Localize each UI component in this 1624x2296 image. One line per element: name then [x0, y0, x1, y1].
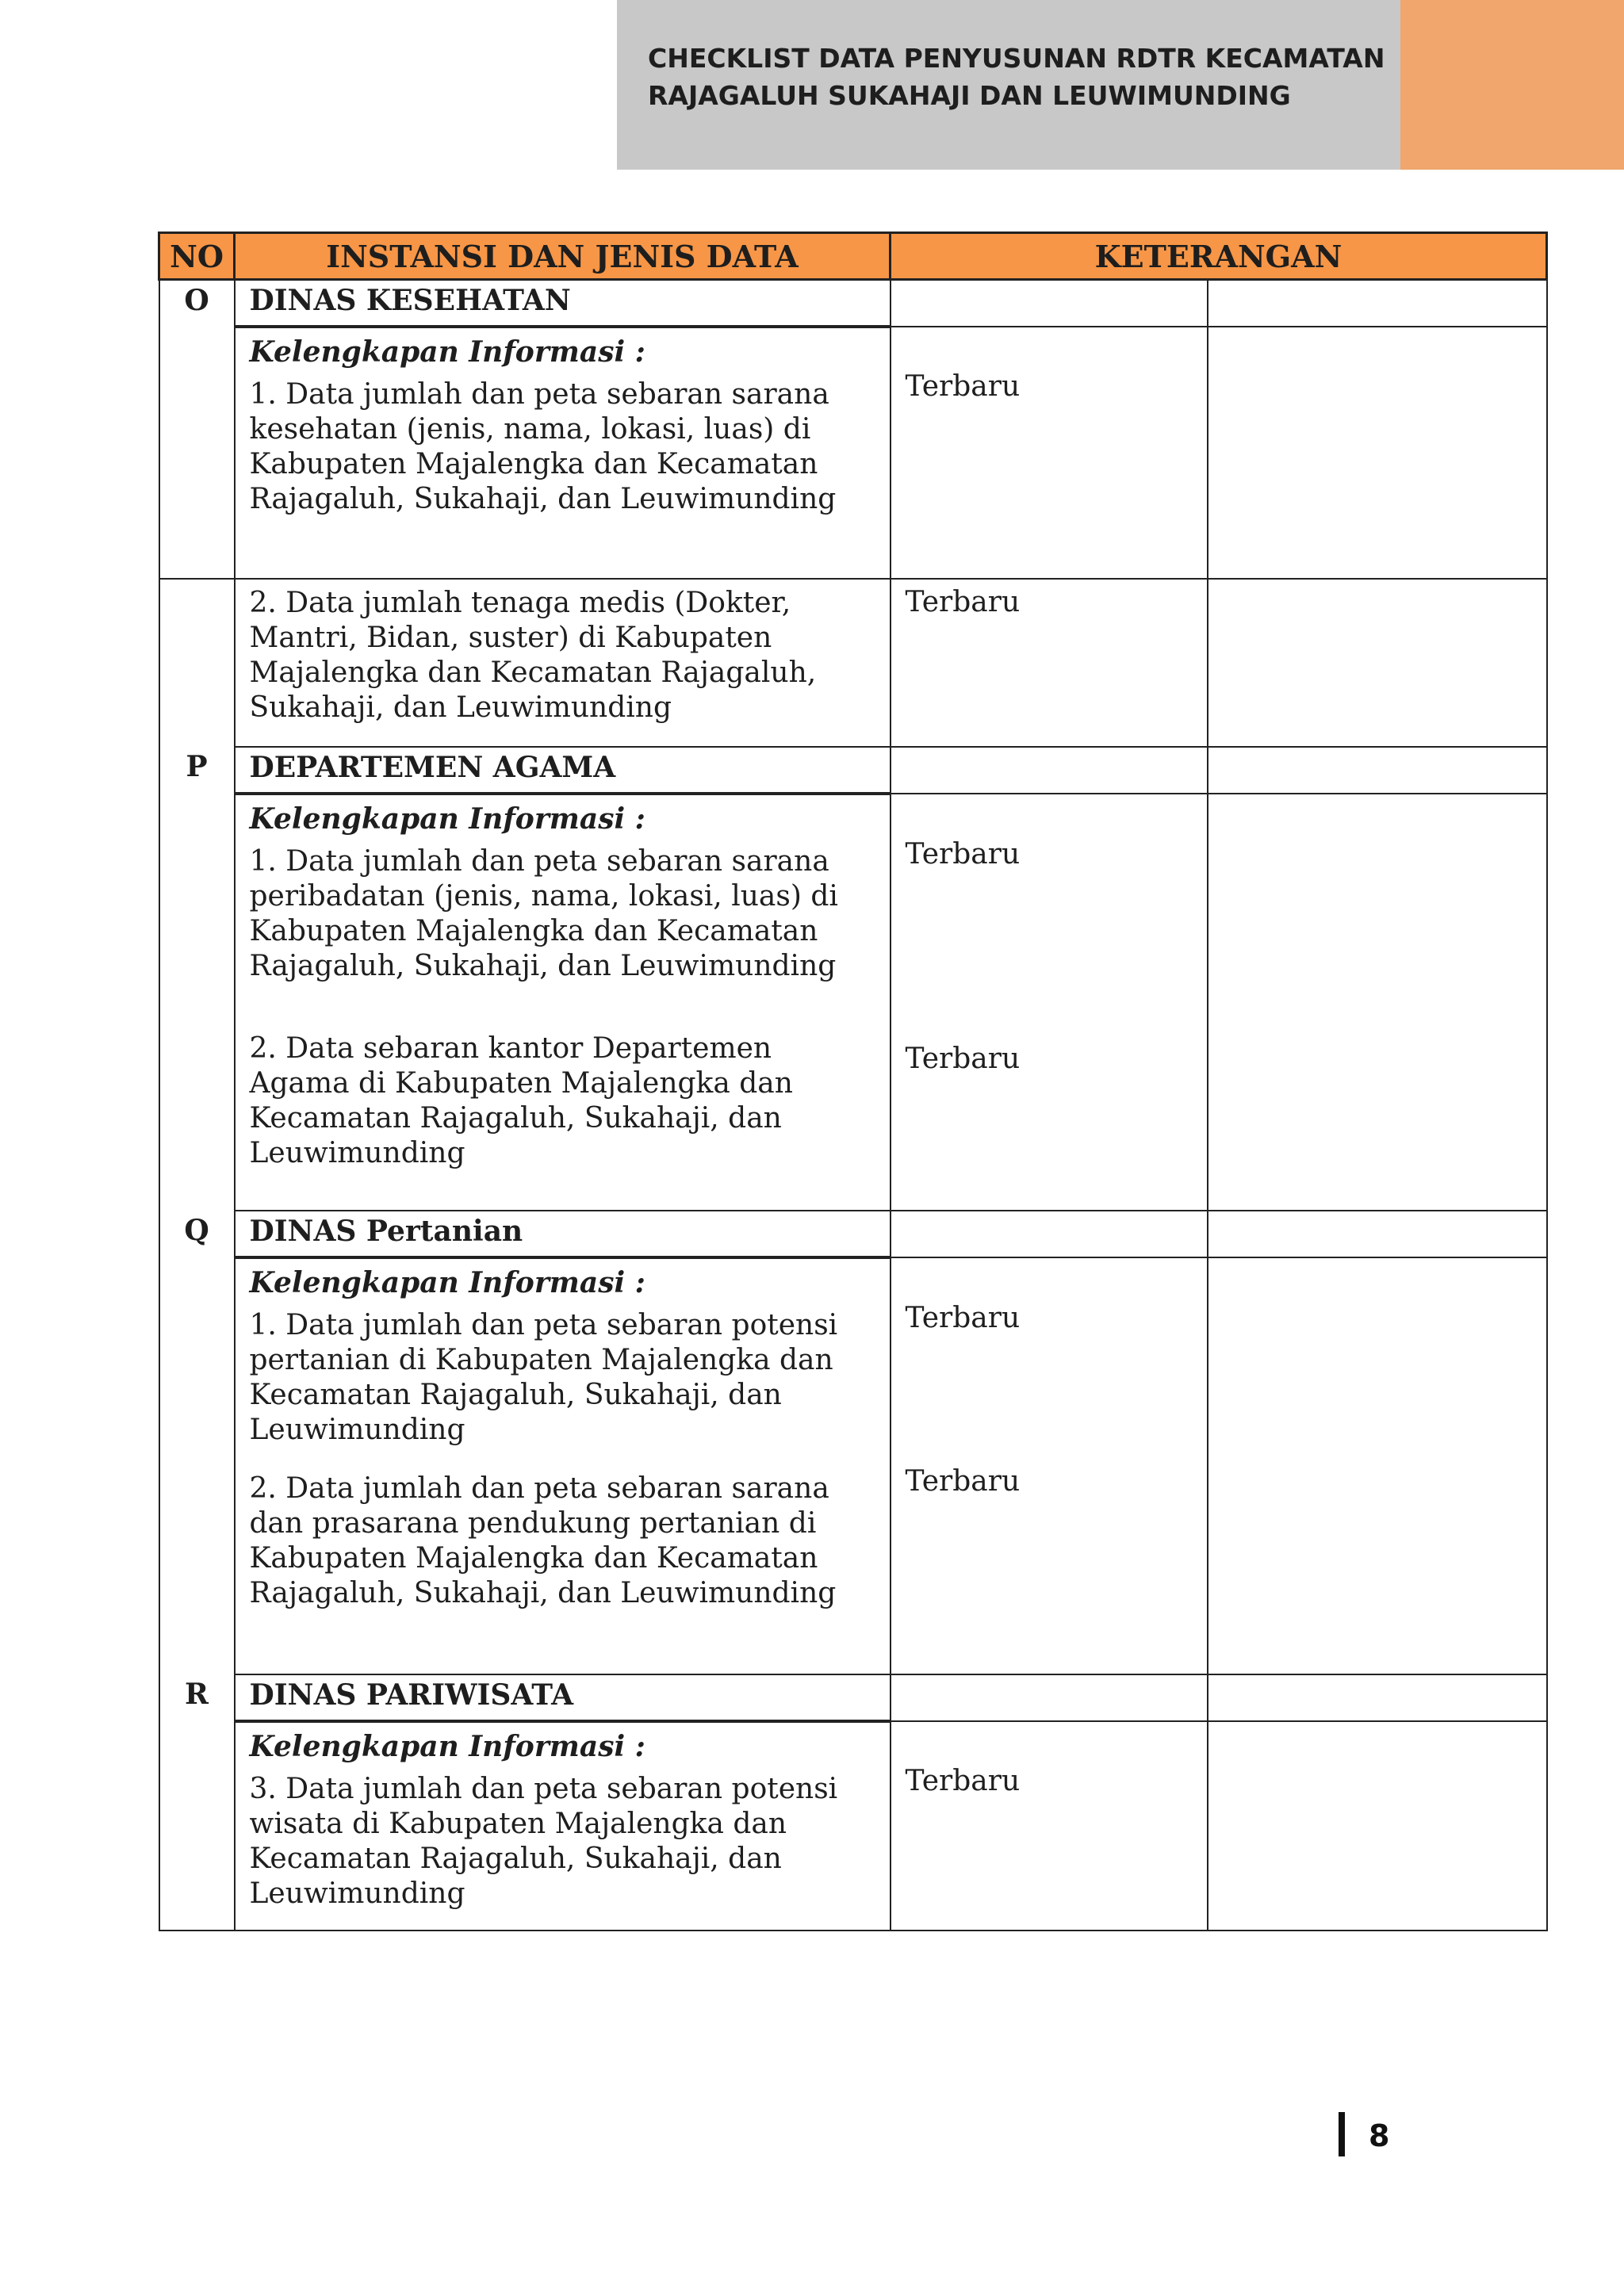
table-row — [159, 579, 1547, 747]
data-item-cell — [235, 327, 891, 579]
document-title — [648, 40, 1393, 114]
section-row — [159, 747, 1547, 794]
section-name: DEPARTEMEN AGAMA — [235, 747, 891, 794]
checklist-table — [158, 232, 1548, 1931]
empty-cell — [891, 1674, 1208, 1721]
section-no: O — [184, 284, 209, 317]
subheader-label: Kelengkapan Informasi : — [249, 1730, 645, 1763]
empty-cell — [1208, 747, 1547, 794]
page-number: 8 — [1369, 2118, 1390, 2153]
table-row — [159, 1721, 1547, 1931]
column-header-keterangan: KETERANGAN — [891, 233, 1547, 280]
empty-cell — [891, 1211, 1208, 1257]
section-no-cell — [159, 280, 235, 327]
data-item-text: 1. Data jumlah dan peta sebaran sarana kesehatan (jenis, nama, lokasi, luas) di Kabupaten Majalengka dan Kecamatan Rajagaluh, Sukahaji, dan Leuwimunding — [249, 378, 837, 515]
section-no-cell — [159, 1211, 235, 1257]
keterangan-cell: Terbaru — [891, 579, 1208, 747]
keterangan-text: Terbaru — [905, 1043, 1021, 1075]
section-no-cell — [159, 1721, 235, 1931]
section-no-cell — [159, 327, 235, 579]
empty-cell — [1208, 1211, 1547, 1257]
data-item-cell — [235, 794, 891, 1211]
data-item-cell — [235, 579, 891, 747]
data-item-cell — [235, 1721, 891, 1931]
section-no-cell — [159, 1257, 235, 1674]
data-item-cell — [235, 1257, 891, 1674]
section-no: Q — [184, 1214, 209, 1247]
table-header-row — [159, 233, 1547, 280]
section-no: P — [186, 750, 208, 783]
empty-cell — [891, 280, 1208, 327]
empty-cell — [1208, 794, 1547, 1211]
section-no-cell — [159, 794, 235, 1211]
keterangan-cell — [891, 794, 1208, 1211]
table-row — [159, 327, 1547, 579]
keterangan-text: Terbaru — [905, 838, 1021, 871]
section-row — [159, 1674, 1547, 1721]
data-item-text: 2. Data jumlah tenaga medis (Dokter, Mantri, Bidan, suster) di Kabupaten Majalengka dan Kecamatan Rajagaluh, Sukahaji, dan Leuwimunding — [249, 587, 817, 724]
empty-cell — [1208, 327, 1547, 579]
section-no-cell — [159, 579, 235, 747]
data-item-text: 1. Data jumlah dan peta sebaran potensi pertanian di Kabupaten Majalengka dan Kecamatan Rajagaluh, Sukahaji, dan Leuwimunding — [249, 1309, 838, 1446]
table-row — [159, 794, 1547, 1211]
empty-cell — [1208, 1257, 1547, 1674]
document-title-line2: RAJAGALUH SUKAHAJI DAN LEUWIMUNDING — [648, 80, 1291, 111]
section-no-cell — [159, 747, 235, 794]
keterangan-cell: Terbaru — [891, 1721, 1208, 1931]
section-name: DINAS PARIWISATA — [235, 1674, 891, 1721]
section-no: R — [185, 1678, 209, 1711]
section-name: DINAS KESEHATAN — [235, 280, 891, 327]
data-item-text: 3. Data jumlah dan peta sebaran potensi wisata di Kabupaten Majalengka dan Kecamatan Rajagaluh, Sukahaji, dan Leuwimunding — [249, 1773, 838, 1910]
subheader-label: Kelengkapan Informasi : — [249, 335, 645, 369]
table-row — [159, 1257, 1547, 1674]
section-name: DINAS Pertanian — [235, 1211, 891, 1257]
keterangan-text: Terbaru — [905, 1465, 1021, 1498]
empty-cell — [1208, 1674, 1547, 1721]
empty-cell — [1208, 280, 1547, 327]
document-title-line1: CHECKLIST DATA PENYUSUNAN RDTR KECAMATAN — [648, 43, 1385, 74]
section-no-cell — [159, 1674, 235, 1721]
column-header-instansi: INSTANSI DAN JENIS DATA — [235, 233, 891, 280]
page-number-divider — [1339, 2112, 1345, 2156]
empty-cell — [1208, 579, 1547, 747]
subheader-label: Kelengkapan Informasi : — [249, 802, 645, 836]
column-header-no: NO — [159, 233, 235, 280]
keterangan-cell — [891, 1257, 1208, 1674]
data-item-text: 2. Data jumlah dan peta sebaran sarana dan prasarana pendukung pertanian di Kabupaten Majalengka dan Kecamatan Rajagaluh, Sukahaji, dan Leuwimunding — [249, 1472, 837, 1609]
header-accent — [1400, 0, 1624, 170]
section-row — [159, 280, 1547, 327]
empty-cell — [891, 747, 1208, 794]
empty-cell — [1208, 1721, 1547, 1931]
section-row — [159, 1211, 1547, 1257]
data-item-text: 1. Data jumlah dan peta sebaran sarana peribadatan (jenis, nama, lokasi, luas) di Kabupaten Majalengka dan Kecamatan Rajagaluh, Sukahaji, dan Leuwimunding — [249, 845, 838, 982]
data-item-text: 2. Data sebaran kantor Departemen Agama di Kabupaten Majalengka dan Kecamatan Rajagaluh, Sukahaji, dan Leuwimunding — [249, 1032, 793, 1169]
subheader-label: Kelengkapan Informasi : — [249, 1266, 645, 1299]
keterangan-cell: Terbaru — [891, 327, 1208, 579]
keterangan-text: Terbaru — [905, 1302, 1021, 1334]
